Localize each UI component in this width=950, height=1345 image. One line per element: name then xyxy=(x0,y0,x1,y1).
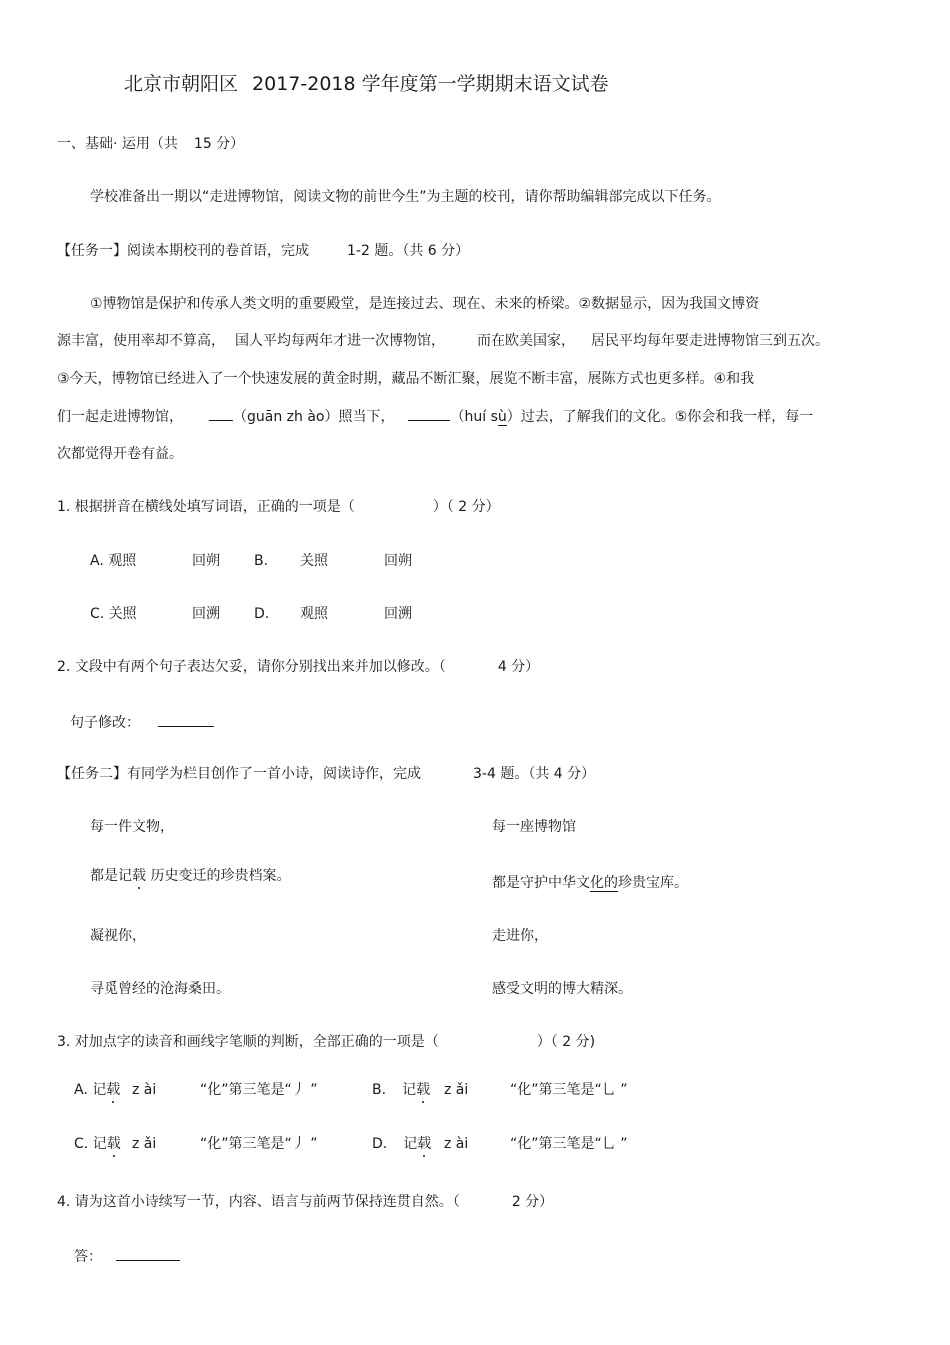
q3-d-key: D. xyxy=(372,1136,388,1152)
q4-answer xyxy=(74,1246,180,1266)
q3-option-d[interactable] xyxy=(372,1135,431,1153)
q2-stem-text: 2. 文段中有两个句子表达欠妥，请你分别找出来并加以修改。（ xyxy=(57,659,446,675)
passage-line-3: ③今天，博物馆已经进入了一个快速发展的黄金时期，藏品不断汇聚，展览不断丰富，展陈方式也更多样。④和我 xyxy=(57,371,755,387)
title-part2: 2017-2018 学年度第一学期期末语文试卷 xyxy=(252,73,609,95)
q3-option-b-stroke: “化”第三笔是“乚 ” xyxy=(510,1082,628,1098)
poem-left-l2-b: 历史变迁的珍贵档案。 xyxy=(146,868,291,884)
q3-c-dotted: 载 xyxy=(106,1136,121,1152)
q3-b-word: 记 xyxy=(402,1082,417,1098)
q1-score: ）（ 2 分） xyxy=(432,499,500,515)
q1-option-d-word2: 回溯 xyxy=(384,606,412,622)
pinyin-guanzhao: （guān zh ào）照当下， xyxy=(233,409,395,425)
passage-l2-d: 居民平均每年要走进博物馆三到五次。 xyxy=(591,333,829,349)
passage-l2-a: 源丰富，使用率却不算高， xyxy=(57,333,225,349)
q4-score: 2 分） xyxy=(511,1194,554,1210)
q3-option-b-pinyin: z ǎi xyxy=(444,1082,469,1098)
task1-text: 【任务一】阅读本期校刊的卷首语，完成 xyxy=(57,243,309,259)
poem-left-line-4: 寻觅曾经的沧海桑田。 xyxy=(90,981,230,997)
q3-option-a[interactable] xyxy=(74,1081,120,1099)
q1-option-a-word: 回朔 xyxy=(192,553,220,569)
passage-line-4 xyxy=(57,406,813,426)
q3-a-dotted: 载 xyxy=(106,1082,121,1098)
task2-range: 3-4 题。（共 4 分） xyxy=(473,766,596,782)
poem-right-l2-a: 都是守护中华文 xyxy=(492,875,590,891)
q3-d-word: 记 xyxy=(403,1136,418,1152)
poem-left-l2-a: 都是记 xyxy=(90,868,132,884)
task2-text: 【任务二】有同学为栏目创作了一首小诗，阅读诗作，完成 xyxy=(57,766,421,782)
q3-stem-text: 3. 对加点字的读音和画线字笔顺的判断，全部正确的一项是（ xyxy=(57,1034,439,1050)
q1-option-a[interactable]: A. 观照 xyxy=(90,553,137,569)
poem-right-line-2 xyxy=(492,874,688,892)
q1-option-b[interactable]: B. xyxy=(254,553,269,569)
pinyin-huisu: （huí s xyxy=(450,409,498,425)
poem-right-l2-b: 珍贵宝库。 xyxy=(618,875,688,891)
q2-answer xyxy=(70,712,214,732)
pinyin-huisu-underlined: ù xyxy=(497,409,507,425)
q3-score: ）（ 2 分) xyxy=(536,1034,596,1050)
passage-line-1: ①博物馆是保护和传承人类文明的重要殿堂，是连接过去、现在、未来的桥梁。②数据显示，因为我国文博资 xyxy=(90,296,760,312)
q2-answer-label: 句子修改： xyxy=(70,715,140,731)
q4-answer-label: 答： xyxy=(74,1249,102,1265)
section-heading-text: 一、基础· 运用（共 xyxy=(57,136,178,152)
q3-option-c-pinyin: z ǎi xyxy=(132,1136,157,1152)
q1-stem xyxy=(57,498,500,516)
q3-option-c[interactable] xyxy=(74,1135,121,1153)
q1-option-c-word: 回溯 xyxy=(192,606,220,622)
q2-score: 4 分） xyxy=(497,659,540,675)
passage-l4-d: ）过去，了解我们的文化。⑤你会和我一样，每一 xyxy=(506,409,814,425)
q3-stem xyxy=(57,1033,595,1051)
poem-right-line-1: 每一座博物馆 xyxy=(492,819,576,835)
passage-line-2 xyxy=(57,332,829,350)
intro-paragraph: 学校准备出一期以“走进博物馆，阅读文物的前世今生”为主题的校刊，请你帮助编辑部完成以下任务。 xyxy=(90,189,721,205)
q2-answer-blank[interactable] xyxy=(158,712,214,727)
poem-left-line-3: 凝视你， xyxy=(90,928,146,944)
q1-option-b-word1: 关照 xyxy=(300,553,328,569)
q3-option-c-stroke: “化”第三笔是“丿 ” xyxy=(200,1136,318,1152)
passage-l2-c: 而在欧美国家， xyxy=(477,333,575,349)
q2-stem xyxy=(57,658,539,676)
task1-heading xyxy=(57,242,469,260)
section-heading xyxy=(57,135,244,153)
q1-option-d-word1: 观照 xyxy=(300,606,328,622)
task1-range: 1-2 题。（共 6 分） xyxy=(347,243,470,259)
title-part1: 北京市朝阳区 xyxy=(124,73,239,95)
q1-stem-text: 1. 根据拼音在横线处填写词语，正确的一项是（ xyxy=(57,499,355,515)
passage-l2-b: 国人平均每两年才进一次博物馆， xyxy=(235,333,445,349)
poem-right-line-4: 感受文明的博大精深。 xyxy=(492,981,632,997)
q3-option-b[interactable] xyxy=(372,1081,430,1099)
q4-stem xyxy=(57,1193,553,1211)
q3-option-d-pinyin: z ài xyxy=(444,1136,469,1152)
q4-stem-text: 4. 请为这首小诗续写一节，内容、语言与前两节保持连贯自然。（ xyxy=(57,1194,460,1210)
q3-option-d-stroke: “化”第三笔是“乚 ” xyxy=(510,1136,628,1152)
q4-answer-blank[interactable] xyxy=(116,1246,180,1261)
q3-d-dotted: 载 xyxy=(417,1136,432,1152)
q1-option-c[interactable]: C. 关照 xyxy=(90,606,137,622)
task2-heading xyxy=(57,765,595,783)
q1-option-d[interactable]: D. xyxy=(254,606,270,622)
q3-option-a-pinyin: z ài xyxy=(132,1082,157,1098)
poem-left-line-1: 每一件文物， xyxy=(90,819,174,835)
q3-option-a-stroke: “化”第三笔是“丿 ” xyxy=(200,1082,318,1098)
q3-b-key: B. xyxy=(372,1082,387,1098)
blank-1[interactable] xyxy=(209,406,233,421)
section-heading-score: 15 分） xyxy=(193,136,245,152)
underlined-char-hua: 化的 xyxy=(590,875,618,891)
q1-option-b-word2: 回朔 xyxy=(384,553,412,569)
poem-right-line-3: 走进你， xyxy=(492,928,548,944)
passage-line-5: 次都觉得开卷有益。 xyxy=(57,446,183,462)
page-title xyxy=(124,72,609,96)
q3-a-key: A. 记 xyxy=(74,1082,107,1098)
blank-2[interactable] xyxy=(408,406,450,421)
passage-l4-a: 们一起走进博物馆， xyxy=(57,409,183,425)
q3-c-key: C. 记 xyxy=(74,1136,107,1152)
poem-left-line-2 xyxy=(90,867,290,885)
dotted-char-zai: 载 xyxy=(132,868,146,884)
q3-b-dotted: 载 xyxy=(416,1082,431,1098)
